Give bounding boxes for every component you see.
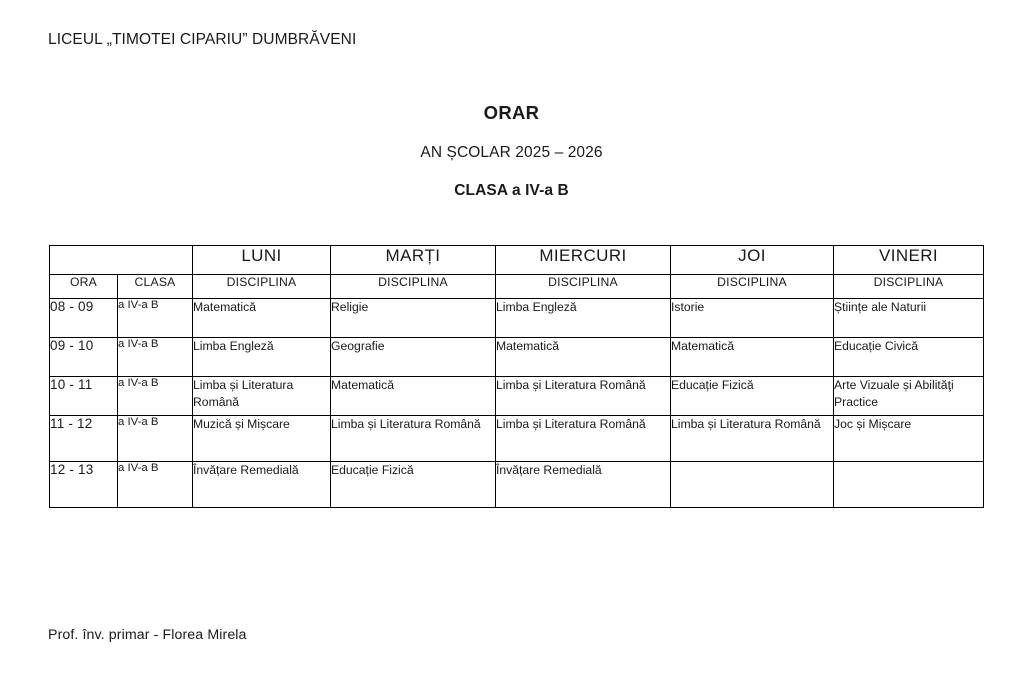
cell-vineri: Științe ale Naturii	[834, 299, 984, 338]
school-name-heading: LICEUL „TIMOTEI CIPARIU” DUMBRĂVENI	[48, 31, 357, 48]
cell-ora: 11 - 12	[50, 416, 118, 462]
cell-luni: Muzică și Mișcare	[193, 416, 331, 462]
sub-header-disciplina-joi: DISCIPLINA	[671, 275, 834, 299]
school-year-subtitle: AN ȘCOLAR 2025 – 2026	[420, 144, 603, 162]
table-row	[50, 416, 984, 462]
cell-luni: Limba și Literatura Română	[193, 377, 331, 416]
timetable-body	[50, 299, 984, 508]
cell-miercuri: Limba Engleză	[496, 299, 671, 338]
sub-header-disciplina-luni: DISCIPLINA	[193, 275, 331, 299]
cell-clasa: a IV-a B	[118, 299, 193, 338]
day-header-vineri: VINERI	[834, 246, 984, 275]
cell-ora: 12 - 13	[50, 462, 118, 508]
sub-header-disciplina-miercuri: DISCIPLINA	[496, 275, 671, 299]
timetable-container	[49, 245, 983, 508]
sub-header-disciplina-vineri: DISCIPLINA	[834, 275, 984, 299]
cell-marti: Geografie	[331, 338, 496, 377]
cell-joi: Matematică	[671, 338, 834, 377]
header-corner-blank	[50, 246, 193, 275]
cell-joi: Limba și Literatura Română	[671, 416, 834, 462]
timetable-header	[50, 246, 984, 299]
cell-clasa: a IV-a B	[118, 416, 193, 462]
table-row	[50, 377, 984, 416]
cell-clasa: a IV-a B	[118, 462, 193, 508]
title-block	[0, 103, 1023, 200]
day-header-marti: MARȚI	[331, 246, 496, 275]
cell-miercuri: Matematică	[496, 338, 671, 377]
sub-header-clasa: CLASA	[118, 275, 193, 299]
cell-miercuri: Limba și Literatura Română	[496, 416, 671, 462]
teacher-signature-note: Prof. înv. primar - Florea Mirela	[48, 627, 247, 643]
day-header-joi: JOI	[671, 246, 834, 275]
class-name-subtitle: CLASA a IV-a B	[454, 182, 569, 200]
cell-vineri	[834, 462, 984, 508]
cell-marti: Limba și Literatura Română	[331, 416, 496, 462]
table-row	[50, 462, 984, 508]
cell-vineri: Joc și Mișcare	[834, 416, 984, 462]
cell-marti: Religie	[331, 299, 496, 338]
cell-vineri: Arte Vizuale și Abilităţi Practice	[834, 377, 984, 416]
cell-joi	[671, 462, 834, 508]
sub-header-row	[50, 275, 984, 299]
table-row	[50, 338, 984, 377]
cell-ora: 10 - 11	[50, 377, 118, 416]
cell-marti: Educație Fizică	[331, 462, 496, 508]
cell-ora: 09 - 10	[50, 338, 118, 377]
cell-joi: Educație Fizică	[671, 377, 834, 416]
cell-luni: Învățare Remedială	[193, 462, 331, 508]
cell-vineri: Educație Civică	[834, 338, 984, 377]
cell-ora: 08 - 09	[50, 299, 118, 338]
cell-clasa: a IV-a B	[118, 377, 193, 416]
cell-luni: Limba Engleză	[193, 338, 331, 377]
cell-miercuri: Limba și Literatura Română	[496, 377, 671, 416]
timetable	[49, 245, 984, 508]
table-row	[50, 299, 984, 338]
sub-header-ora: ORA	[50, 275, 118, 299]
day-header-luni: LUNI	[193, 246, 331, 275]
cell-luni: Matematică	[193, 299, 331, 338]
day-header-row	[50, 246, 984, 275]
day-header-miercuri: MIERCURI	[496, 246, 671, 275]
cell-clasa: a IV-a B	[118, 338, 193, 377]
cell-joi: Istorie	[671, 299, 834, 338]
cell-marti: Matematică	[331, 377, 496, 416]
cell-miercuri: Învățare Remedială	[496, 462, 671, 508]
sub-header-disciplina-marti: DISCIPLINA	[331, 275, 496, 299]
document-title: ORAR	[483, 102, 540, 123]
